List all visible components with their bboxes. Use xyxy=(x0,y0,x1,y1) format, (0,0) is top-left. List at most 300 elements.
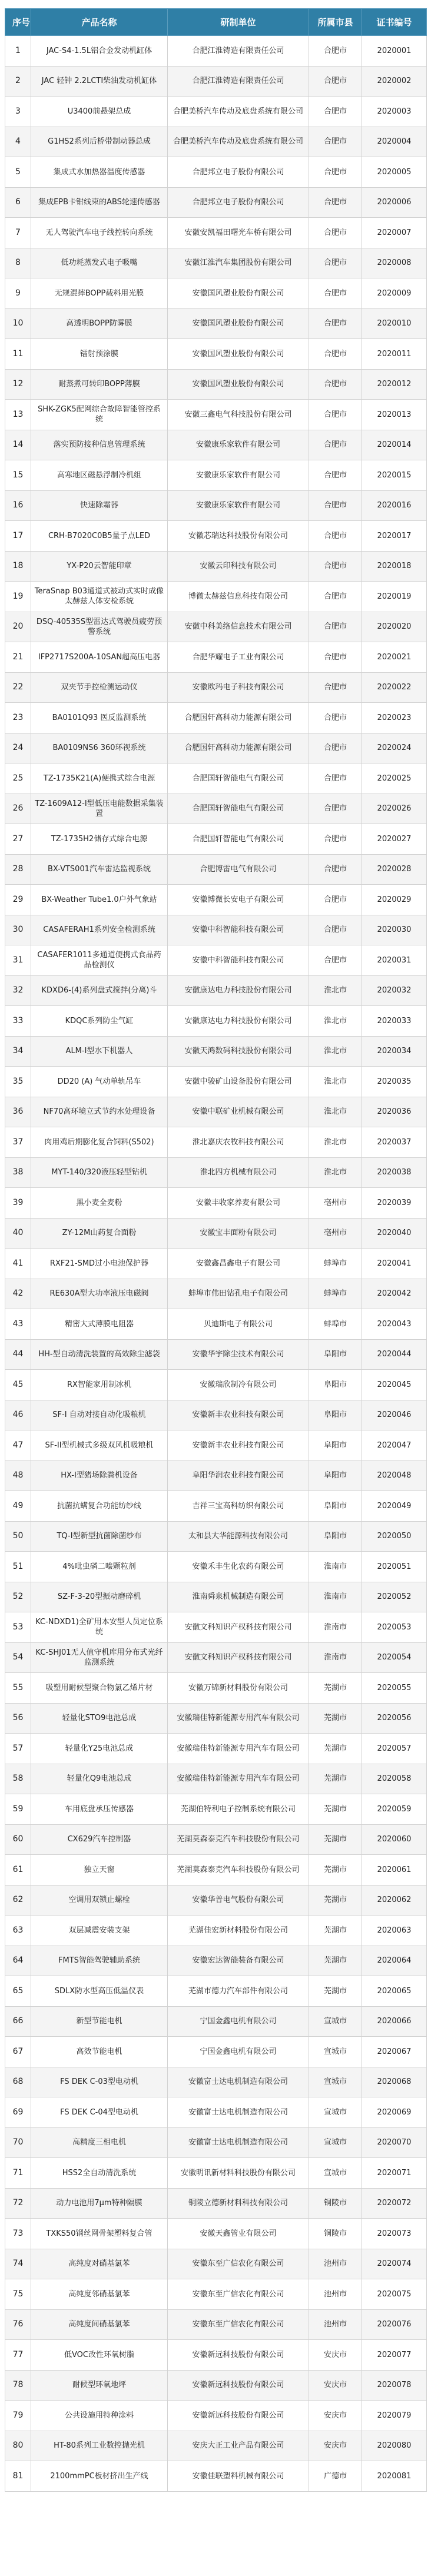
cell-certificate-no: 2020032 xyxy=(362,975,427,1006)
cell-developer: 安徽万锦新材料股份有限公司 xyxy=(168,1673,309,1704)
cell-serial: 48 xyxy=(5,1460,31,1491)
cell-product-name: TZ-1735K21(A)便携式综合电源 xyxy=(31,763,168,794)
cell-developer: 安徽新远科技股份有限公司 xyxy=(168,2370,309,2401)
cell-city: 合肥市 xyxy=(309,824,362,855)
cell-city: 合肥市 xyxy=(309,369,362,400)
cell-certificate-no: 2020029 xyxy=(362,885,427,915)
cell-developer: 太和县大华能源科技有限公司 xyxy=(168,1521,309,1552)
table-row xyxy=(5,460,427,491)
cell-product-name: 精密大式薄膜电阻器 xyxy=(31,1309,168,1340)
header-serial: 序号 xyxy=(5,9,31,36)
cell-city: 广德市 xyxy=(309,2461,362,2492)
table-row xyxy=(5,1491,427,1522)
cell-certificate-no: 2020073 xyxy=(362,2219,427,2249)
table-row xyxy=(5,248,427,278)
cell-product-name: RE630A型大功率液压电磁阀 xyxy=(31,1279,168,1309)
cell-product-name: TXKS50钢丝网骨架塑料复合管 xyxy=(31,2219,168,2249)
table-row xyxy=(5,1916,427,1946)
cell-certificate-no: 2020078 xyxy=(362,2370,427,2401)
cell-city: 蚌埠市 xyxy=(309,1279,362,1309)
cell-serial: 34 xyxy=(5,1036,31,1067)
cell-city: 芜湖市 xyxy=(309,1916,362,1946)
cell-developer: 合肥邦立电子股份有限公司 xyxy=(168,187,309,218)
table-row xyxy=(5,672,427,703)
table-row xyxy=(5,1370,427,1400)
cell-developer: 安徽天鑫管业有限公司 xyxy=(168,2219,309,2249)
cell-developer: 安徽明讯新材料科技股份有限公司 xyxy=(168,2158,309,2189)
table-row xyxy=(5,1885,427,1916)
cell-serial: 54 xyxy=(5,1642,31,1673)
cell-certificate-no: 2020045 xyxy=(362,1370,427,1400)
cell-developer: 安徽东至广信农化有限公司 xyxy=(168,2279,309,2310)
cell-city: 淮南市 xyxy=(309,1612,362,1643)
table-row xyxy=(5,551,427,582)
table-row xyxy=(5,2279,427,2310)
cell-developer: 安徽安凯福田曙光车桥有限公司 xyxy=(168,218,309,248)
cell-product-name: 双夹节手控检测运动仪 xyxy=(31,672,168,703)
cell-product-name: DD20 (A) 气动单轨吊车 xyxy=(31,1067,168,1097)
cell-city: 安庆市 xyxy=(309,2401,362,2431)
cell-city: 阜阳市 xyxy=(309,1460,362,1491)
cell-developer: 安徽宏达智能装备有限公司 xyxy=(168,1946,309,1976)
cell-serial: 36 xyxy=(5,1097,31,1127)
cell-city: 亳州市 xyxy=(309,1188,362,1219)
cell-product-name: TZ-1609A12-I型低压电能数据采集装置 xyxy=(31,794,168,824)
cell-developer: 安徽华普电气股份有限公司 xyxy=(168,1885,309,1916)
cell-product-name: IFP2717S200A-10SAN超高压电器 xyxy=(31,642,168,673)
cell-serial: 1 xyxy=(5,36,31,67)
cell-certificate-no: 2020031 xyxy=(362,945,427,976)
cell-product-name: 集成式水加热器温度传感器 xyxy=(31,157,168,188)
cell-certificate-no: 2020011 xyxy=(362,339,427,370)
cell-product-name: 高纯度对硝基氯苯 xyxy=(31,2249,168,2279)
cell-product-name: 高精度三相电机 xyxy=(31,2127,168,2158)
cell-serial: 41 xyxy=(5,1249,31,1279)
cell-product-name: FMTS智能驾驶辅助系统 xyxy=(31,1946,168,1976)
cell-product-name: SHK-ZGK5配网综合故障智能管控系统 xyxy=(31,400,168,430)
cell-serial: 11 xyxy=(5,339,31,370)
table-row xyxy=(5,2249,427,2279)
cell-city: 宣城市 xyxy=(309,2097,362,2128)
cell-product-name: JAC 轻钟 2.2LCTI柴油发动机缸体 xyxy=(31,66,168,97)
table-row xyxy=(5,218,427,248)
cell-serial: 75 xyxy=(5,2279,31,2310)
cell-serial: 66 xyxy=(5,2006,31,2037)
cell-certificate-no: 2020057 xyxy=(362,1734,427,1764)
cell-city: 合肥市 xyxy=(309,248,362,278)
cell-city: 阜阳市 xyxy=(309,1430,362,1461)
cell-serial: 23 xyxy=(5,703,31,733)
cell-developer: 宁国金鑫电机有限公司 xyxy=(168,2006,309,2037)
cell-certificate-no: 2020058 xyxy=(362,1764,427,1794)
cell-developer: 安徽博微长安电子有限公司 xyxy=(168,885,309,915)
cell-developer: 安徽康乐家软件有限公司 xyxy=(168,430,309,460)
cell-certificate-no: 2020016 xyxy=(362,490,427,521)
cell-certificate-no: 2020034 xyxy=(362,1036,427,1067)
cell-certificate-no: 2020046 xyxy=(362,1400,427,1430)
cell-serial: 33 xyxy=(5,1006,31,1037)
cell-city: 芜湖市 xyxy=(309,1824,362,1855)
table-row xyxy=(5,1582,427,1612)
table-row xyxy=(5,521,427,552)
cell-developer: 安徽鑫昌鑫电子有限公司 xyxy=(168,1249,309,1279)
cell-city: 安庆市 xyxy=(309,2370,362,2401)
cell-developer: 合肥江淮铸造有限责任公司 xyxy=(168,66,309,97)
cell-developer: 博微太赫兹信息科技有限公司 xyxy=(168,582,309,612)
cell-product-name: SF-Ⅰ 自动对接自动化吸粮机 xyxy=(31,1400,168,1430)
table-row xyxy=(5,1036,427,1067)
cell-developer: 安徽芯瑞达科技股份有限公司 xyxy=(168,521,309,552)
cell-certificate-no: 2020064 xyxy=(362,1946,427,1976)
cell-developer: 安徽新丰农业科技有限公司 xyxy=(168,1430,309,1461)
cell-developer: 芜湖市德力汽车部件有限公司 xyxy=(168,1976,309,2007)
table-row xyxy=(5,2188,427,2219)
cell-developer: 安徽新丰农业科技有限公司 xyxy=(168,1400,309,1430)
cell-serial: 32 xyxy=(5,975,31,1006)
table-row xyxy=(5,1673,427,1704)
cell-serial: 55 xyxy=(5,1673,31,1704)
cell-certificate-no: 2020079 xyxy=(362,2401,427,2431)
cell-certificate-no: 2020003 xyxy=(362,97,427,127)
cell-certificate-no: 2020004 xyxy=(362,127,427,157)
cell-city: 合肥市 xyxy=(309,733,362,763)
cell-certificate-no: 2020069 xyxy=(362,2097,427,2128)
cell-developer: 合肥博雷电气有限公司 xyxy=(168,854,309,885)
cell-developer: 合肥国轩高科动力能源有限公司 xyxy=(168,733,309,763)
cell-serial: 69 xyxy=(5,2097,31,2128)
table-row xyxy=(5,36,427,67)
cell-city: 阜阳市 xyxy=(309,1339,362,1370)
cell-certificate-no: 2020050 xyxy=(362,1521,427,1552)
cell-serial: 18 xyxy=(5,551,31,582)
cell-developer: 安徽欧玛电子科技有限公司 xyxy=(168,672,309,703)
cell-serial: 38 xyxy=(5,1157,31,1188)
cell-product-name: TeraSnap B03通道式被动式实时成像太赫兹人体安检系统 xyxy=(31,582,168,612)
cell-certificate-no: 2020075 xyxy=(362,2279,427,2310)
table-row xyxy=(5,1552,427,1582)
cell-city: 合肥市 xyxy=(309,703,362,733)
cell-serial: 63 xyxy=(5,1916,31,1946)
cell-developer: 安徽宝丰面粉有限公司 xyxy=(168,1218,309,1249)
cell-certificate-no: 2020018 xyxy=(362,551,427,582)
cell-certificate-no: 2020024 xyxy=(362,733,427,763)
cell-product-name: 双层减震安装支架 xyxy=(31,1916,168,1946)
cell-serial: 20 xyxy=(5,612,31,642)
cell-certificate-no: 2020021 xyxy=(362,642,427,673)
cell-product-name: 空调用双锁止螺栓 xyxy=(31,1885,168,1916)
cell-product-name: BA0101Q93 医反监测系统 xyxy=(31,703,168,733)
cell-city: 阜阳市 xyxy=(309,1491,362,1522)
header-product-name: 产品名称 xyxy=(31,9,168,36)
table-row xyxy=(5,127,427,157)
cell-product-name: KDXD6-(4)系列盘式搅拌(分离)斗 xyxy=(31,975,168,1006)
cell-certificate-no: 2020041 xyxy=(362,1249,427,1279)
cell-serial: 45 xyxy=(5,1370,31,1400)
table-row xyxy=(5,187,427,218)
cell-product-name: 落实预防接种信息管理系统 xyxy=(31,430,168,460)
cell-certificate-no: 2020037 xyxy=(362,1127,427,1158)
cell-developer: 安徽丰收家养麦有限公司 xyxy=(168,1188,309,1219)
cell-serial: 5 xyxy=(5,157,31,188)
cell-developer: 合肥邦立电子股份有限公司 xyxy=(168,157,309,188)
cell-product-name: 独立天窗 xyxy=(31,1855,168,1885)
table-row xyxy=(5,66,427,97)
cell-product-name: YX-P20云智能印章 xyxy=(31,551,168,582)
cell-city: 合肥市 xyxy=(309,521,362,552)
table-row xyxy=(5,157,427,188)
cell-developer: 合肥江淮铸造有限责任公司 xyxy=(168,36,309,67)
table-row xyxy=(5,1309,427,1340)
cell-certificate-no: 2020002 xyxy=(362,66,427,97)
cell-certificate-no: 2020074 xyxy=(362,2249,427,2279)
table-row xyxy=(5,1339,427,1370)
cell-city: 合肥市 xyxy=(309,551,362,582)
cell-serial: 3 xyxy=(5,97,31,127)
table-row xyxy=(5,794,427,824)
cell-product-name: BX-VTS001汽车雷达监视系统 xyxy=(31,854,168,885)
cell-certificate-no: 2020056 xyxy=(362,1703,427,1734)
cell-certificate-no: 2020049 xyxy=(362,1491,427,1522)
cell-product-name: 低功耗蒸发式电子吸嘴 xyxy=(31,248,168,278)
cell-city: 淮北市 xyxy=(309,1006,362,1037)
cell-certificate-no: 2020020 xyxy=(362,612,427,642)
table-row xyxy=(5,1249,427,1279)
cell-city: 芜湖市 xyxy=(309,1976,362,2007)
cell-developer: 安徽东至广信农化有限公司 xyxy=(168,2249,309,2279)
cell-serial: 19 xyxy=(5,582,31,612)
cell-city: 合肥市 xyxy=(309,66,362,97)
table-row xyxy=(5,2006,427,2037)
cell-serial: 56 xyxy=(5,1703,31,1734)
cell-product-name: 高透明BOPP防雾膜 xyxy=(31,308,168,339)
cell-city: 阜阳市 xyxy=(309,1370,362,1400)
table-row xyxy=(5,490,427,521)
cell-city: 淮南市 xyxy=(309,1642,362,1673)
cell-city: 芜湖市 xyxy=(309,1703,362,1734)
cell-product-name: KC-SHJ01无人值守机库用分布式光纤监测系统 xyxy=(31,1642,168,1673)
cell-serial: 10 xyxy=(5,308,31,339)
table-row xyxy=(5,1279,427,1309)
cell-certificate-no: 2020025 xyxy=(362,763,427,794)
table-row xyxy=(5,2340,427,2371)
cell-product-name: SZ-F-3-20型振动磨碎机 xyxy=(31,1582,168,1612)
cell-serial: 12 xyxy=(5,369,31,400)
cell-product-name: SDLX防水型高压低温仪表 xyxy=(31,1976,168,2007)
cell-serial: 46 xyxy=(5,1400,31,1430)
cell-developer: 合肥美桥汽车传动及底盘系统有限公司 xyxy=(168,97,309,127)
cell-developer: 安徽天鸿数码科技股份有限公司 xyxy=(168,1036,309,1067)
cell-certificate-no: 2020066 xyxy=(362,2006,427,2037)
cell-serial: 2 xyxy=(5,66,31,97)
table-row xyxy=(5,430,427,460)
cell-developer: 安徽中科智能科技有限公司 xyxy=(168,945,309,976)
table-row xyxy=(5,1127,427,1158)
cell-developer: 安徽东至广信农化有限公司 xyxy=(168,2309,309,2340)
cell-product-name: 高纯度间硝基氯苯 xyxy=(31,2309,168,2340)
cell-product-name: NF70高环境立式节约水处理设备 xyxy=(31,1097,168,1127)
cell-city: 合肥市 xyxy=(309,672,362,703)
table-row xyxy=(5,97,427,127)
cell-developer: 合肥国轩智能电气有限公司 xyxy=(168,763,309,794)
cell-product-name: 耐蒸煮可转印BOPP薄膜 xyxy=(31,369,168,400)
cell-developer: 合肥国轩智能电气有限公司 xyxy=(168,794,309,824)
cell-city: 淮南市 xyxy=(309,1552,362,1582)
cell-serial: 60 xyxy=(5,1824,31,1855)
cell-developer: 安徽三鑫电气科技股份有限公司 xyxy=(168,400,309,430)
cell-city: 铜陵市 xyxy=(309,2188,362,2219)
cell-product-name: MYT-140/320液压轻型钻机 xyxy=(31,1157,168,1188)
cell-certificate-no: 2020053 xyxy=(362,1612,427,1643)
cell-city: 宣城市 xyxy=(309,2037,362,2067)
cell-product-name: JAC-S4-1.5L铝合金发动机缸体 xyxy=(31,36,168,67)
cell-serial: 74 xyxy=(5,2249,31,2279)
cell-serial: 13 xyxy=(5,400,31,430)
cell-product-name: CX629汽车控制器 xyxy=(31,1824,168,1855)
cell-city: 铜陵市 xyxy=(309,2219,362,2249)
cell-city: 合肥市 xyxy=(309,36,362,67)
cell-certificate-no: 2020044 xyxy=(362,1339,427,1370)
cell-serial: 71 xyxy=(5,2158,31,2189)
table-row xyxy=(5,1218,427,1249)
cell-developer: 合肥国轩智能电气有限公司 xyxy=(168,824,309,855)
cell-serial: 76 xyxy=(5,2309,31,2340)
cell-developer: 吉祥三宝高科纺织有限公司 xyxy=(168,1491,309,1522)
cell-city: 淮北市 xyxy=(309,1036,362,1067)
cell-city: 合肥市 xyxy=(309,794,362,824)
cell-product-name: 无规混摔BOPP载料用光膜 xyxy=(31,278,168,309)
table-row xyxy=(5,1794,427,1825)
cell-product-name: 快速除霜器 xyxy=(31,490,168,521)
cell-city: 合肥市 xyxy=(309,854,362,885)
table-row xyxy=(5,2401,427,2431)
cell-product-name: 无人驾驶汽车电子线控转向系统 xyxy=(31,218,168,248)
cell-product-name: 轻量化Y25电池总成 xyxy=(31,1734,168,1764)
table-row xyxy=(5,1157,427,1188)
cell-serial: 40 xyxy=(5,1218,31,1249)
cell-product-name: SF-II型机械式多级双风机吸粮机 xyxy=(31,1430,168,1461)
cell-serial: 9 xyxy=(5,278,31,309)
cell-certificate-no: 2020042 xyxy=(362,1279,427,1309)
cell-certificate-no: 2020040 xyxy=(362,1218,427,1249)
cell-city: 合肥市 xyxy=(309,97,362,127)
cell-city: 合肥市 xyxy=(309,400,362,430)
cell-developer: 芜湖莫森泰克汽车科技股份有限公司 xyxy=(168,1855,309,1885)
cell-serial: 49 xyxy=(5,1491,31,1522)
cell-product-name: FS DEK C-03型电动机 xyxy=(31,2067,168,2097)
cell-developer: 安徽中科美络信息技术有限公司 xyxy=(168,612,309,642)
cell-certificate-no: 2020062 xyxy=(362,1885,427,1916)
cell-developer: 安徽华宇除尘技术有限公司 xyxy=(168,1339,309,1370)
cell-city: 阜阳市 xyxy=(309,1521,362,1552)
cell-certificate-no: 2020008 xyxy=(362,248,427,278)
cell-product-name: 动力电池用7μm特种隔膜 xyxy=(31,2188,168,2219)
cell-certificate-no: 2020051 xyxy=(362,1552,427,1582)
cell-developer: 安徽康乐家软件有限公司 xyxy=(168,490,309,521)
cell-developer: 安徽文科知识产权科技有限公司 xyxy=(168,1612,309,1643)
cell-serial: 6 xyxy=(5,187,31,218)
cell-serial: 59 xyxy=(5,1794,31,1825)
cell-developer: 阜阳华润农业科技有限公司 xyxy=(168,1460,309,1491)
cell-product-name: 车用底盘承压传感器 xyxy=(31,1794,168,1825)
table-row xyxy=(5,703,427,733)
cell-serial: 22 xyxy=(5,672,31,703)
cell-certificate-no: 2020077 xyxy=(362,2340,427,2371)
cell-developer: 安徽新远科技股份有限公司 xyxy=(168,2340,309,2371)
cell-developer: 芜湖佳宏新材料股份有限公司 xyxy=(168,1916,309,1946)
table-row xyxy=(5,1400,427,1430)
cell-developer: 合肥美桥汽车传动及底盘系统有限公司 xyxy=(168,127,309,157)
cell-certificate-no: 2020030 xyxy=(362,915,427,945)
cell-serial: 78 xyxy=(5,2370,31,2401)
cell-product-name: RXF21-SMD过小电池保护器 xyxy=(31,1249,168,1279)
cell-city: 合肥市 xyxy=(309,612,362,642)
cell-developer: 淮北嘉庆农牧科技有限公司 xyxy=(168,1127,309,1158)
cell-certificate-no: 2020036 xyxy=(362,1097,427,1127)
cell-product-name: ZY-12M山药复合面粉 xyxy=(31,1218,168,1249)
cell-product-name: ALM-I型水下机器人 xyxy=(31,1036,168,1067)
table-row xyxy=(5,278,427,309)
cell-certificate-no: 2020035 xyxy=(362,1067,427,1097)
table-row xyxy=(5,2219,427,2249)
cell-certificate-no: 2020060 xyxy=(362,1824,427,1855)
table-row xyxy=(5,1976,427,2007)
cell-city: 芜湖市 xyxy=(309,1734,362,1764)
cell-city: 亳州市 xyxy=(309,1218,362,1249)
cell-city: 宣城市 xyxy=(309,2006,362,2037)
cell-city: 淮北市 xyxy=(309,1097,362,1127)
cell-certificate-no: 2020048 xyxy=(362,1460,427,1491)
table-row xyxy=(5,339,427,370)
cell-certificate-no: 2020080 xyxy=(362,2431,427,2461)
cell-developer: 安徽富士达电机制造有限公司 xyxy=(168,2067,309,2097)
cell-product-name: 高寒地区磁悬浮制冷机组 xyxy=(31,460,168,491)
cell-city: 合肥市 xyxy=(309,339,362,370)
cell-product-name: TQ-Ⅰ型新型抗菌除菌纱布 xyxy=(31,1521,168,1552)
table-row xyxy=(5,308,427,339)
cell-developer: 安徽云印科技有限公司 xyxy=(168,551,309,582)
cell-serial: 43 xyxy=(5,1309,31,1340)
cell-serial: 53 xyxy=(5,1612,31,1643)
cell-developer: 安徽国风塑业股份有限公司 xyxy=(168,308,309,339)
table-row xyxy=(5,1430,427,1461)
cell-city: 宣城市 xyxy=(309,2067,362,2097)
cell-certificate-no: 2020019 xyxy=(362,582,427,612)
cell-certificate-no: 2020007 xyxy=(362,218,427,248)
cell-product-name: FS DEK C-04型电动机 xyxy=(31,2097,168,2128)
cell-certificate-no: 2020065 xyxy=(362,1976,427,2007)
cell-city: 池州市 xyxy=(309,2249,362,2279)
table-row xyxy=(5,945,427,976)
cell-city: 合肥市 xyxy=(309,127,362,157)
cell-city: 淮北市 xyxy=(309,1157,362,1188)
header-certificate-no: 证书编号 xyxy=(362,9,427,36)
cell-serial: 29 xyxy=(5,885,31,915)
cell-developer: 蚌埠市伟田钻孔电子有限公司 xyxy=(168,1279,309,1309)
cell-product-name: G1HS2系列后桥带制动器总成 xyxy=(31,127,168,157)
cell-city: 芜湖市 xyxy=(309,1764,362,1794)
cell-city: 芜湖市 xyxy=(309,1794,362,1825)
cell-serial: 80 xyxy=(5,2431,31,2461)
cell-serial: 30 xyxy=(5,915,31,945)
cell-developer: 安徽禾丰生化农药有限公司 xyxy=(168,1552,309,1582)
cell-certificate-no: 2020076 xyxy=(362,2309,427,2340)
table-row xyxy=(5,369,427,400)
cell-developer: 安徽瑞欣制冷有限公司 xyxy=(168,1370,309,1400)
cell-product-name: 轻量化STO9电池总成 xyxy=(31,1703,168,1734)
cell-serial: 81 xyxy=(5,2461,31,2492)
table-row xyxy=(5,2097,427,2128)
table-row xyxy=(5,1097,427,1127)
